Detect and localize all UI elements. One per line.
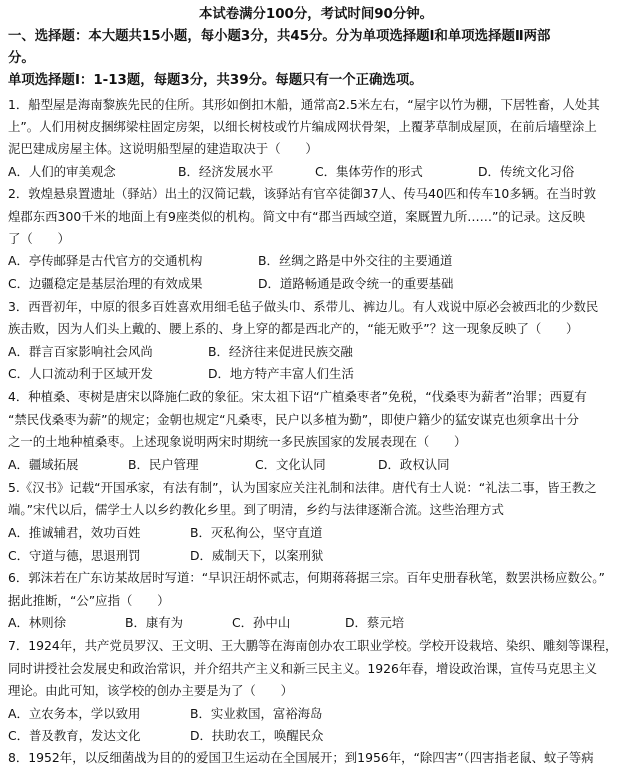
- question-7-stem-line-1: 7．1924年，共产党员罗汉、王文明、王大鹏等在海南创办农工职业学校。学校开设栽培、染织、雕刻等课程，: [8, 638, 618, 653]
- question-1-stem-line-1: 1．船型屋是海南黎族先民的住所。其形如倒扣木船，通常高2.5米左右，“屋宇以竹为棚，下居牲畜，人处其: [8, 97, 600, 112]
- subsection-heading: 单项选择题Ⅰ：1-13题，每题3分，共39分。每题只有一个正确选项。: [8, 73, 423, 88]
- question-2-stem-line-3: 了（ ）: [8, 231, 70, 246]
- exam-instructions-title: 本试卷满分100分，考试时间90分钟。: [198, 7, 434, 22]
- question-2-stem-line-1: 2．敦煌悬泉置遗址（驿站）出土的汉简记载，该驿站有官卒徒御37人、传马40匹和传车10多辆。在当时敦: [8, 186, 596, 201]
- question-1-option-b: B．经济发展水平: [178, 164, 274, 179]
- question-1-stem-line-3: 泥巴建成房屋主体。这说明船型屋的建造取决于（ ）: [8, 141, 318, 156]
- question-2-option-d: D．道路畅通是政令统一的重要基础: [258, 276, 454, 291]
- question-1-option-a: A．人们的审美观念: [8, 164, 116, 179]
- question-4-option-c: C．文化认同: [255, 457, 326, 472]
- question-6-option-a: A．林则徐: [8, 615, 67, 630]
- question-4-option-d: D．政权认同: [378, 457, 450, 472]
- question-7-option-d: D．扶助农工，唤醒民众: [190, 728, 324, 743]
- question-3-option-b: B．经济往来促进民族交融: [208, 344, 353, 359]
- question-6-option-b: B．康有为: [125, 615, 184, 630]
- question-5-stem-line-2: 端。”宋代以后，儒学士人以乡约教化乡里。到了明清，乡约与法律逐渐合流。这些治理方式: [8, 502, 504, 517]
- question-4-stem-line-2: “禁民伐桑枣为薪”的规定；金朝也规定“凡桑枣，民户以多植为勤”，即使户籍少的猛安谋克也须拿出十分: [8, 412, 579, 427]
- question-1-option-d: D．传统文化习俗: [478, 164, 575, 179]
- question-5-option-b: B．灭私徇公，坚守直道: [190, 525, 323, 540]
- question-6-option-c: C．孙中山: [232, 615, 291, 630]
- question-7-option-a: A．立农务本，学以致用: [8, 706, 141, 721]
- question-3-option-a: A．群言百家影响社会风尚: [8, 344, 153, 359]
- question-4-stem-line-3: 之一的土地种植桑枣。上述现象说明两宋时期统一多民族国家的发展表现在（ ）: [8, 434, 467, 449]
- question-5-option-a: A．推诚辅君，效功百姓: [8, 525, 141, 540]
- question-5-stem-line-1: 5.《汉书》记载“开国承家，有法有制”，认为国家应关注礼制和法律。唐代有士人说：“礼法二事，皆王教之: [8, 480, 597, 495]
- question-2-option-b: B．丝绸之路是中外交往的主要通道: [258, 253, 453, 268]
- question-7-stem-line-3: 理论。由此可知，该学校的创办主要是为了（ ）: [8, 683, 293, 698]
- question-3-option-c: C．人口流动利于区域开发: [8, 366, 153, 381]
- question-7-option-c: C．普及教育，发达文化: [8, 728, 141, 743]
- question-7-option-b: B．实业救国，富裕海岛: [190, 706, 323, 721]
- section-heading: 一、选择题：本大题共15小题，每小题3分，共45分。分为单项选择题Ⅰ和单项选择题Ⅱ两部: [8, 29, 551, 44]
- question-2-option-c: C．边疆稳定是基层治理的有效成果: [8, 276, 203, 291]
- question-4-option-b: B．民户管理: [128, 457, 199, 472]
- question-2-option-a: A．亭传邮驿是古代官方的交通机构: [8, 253, 203, 268]
- question-5-option-d: D．威制天下，以案刑狱: [190, 548, 324, 563]
- question-1-option-c: C．集体劳作的形式: [315, 164, 423, 179]
- question-6-option-d: D．蔡元培: [345, 615, 405, 630]
- question-8-stem-line-1: 8．1952年，以反细菌战为目的的爱国卫生运动在全国展开；到1956年，“除四害”（四害指老鼠、蚊子等病: [8, 750, 594, 765]
- question-1-stem-line-2: 上”。人们用树皮捆绑梁柱固定房架，以细长树枝或竹片编成网状骨架，上覆茅草制成屋顶，在前后墙壁涂上: [8, 119, 597, 134]
- question-4-option-a: A．疆域拓展: [8, 457, 79, 472]
- section-heading-continued: 分。: [8, 51, 35, 66]
- question-4-stem-line-1: 4．种植桑、枣树是唐宋以降施仁政的象征。宋太祖下诏“广植桑枣者”免税，“伐桑枣为薪者”治罪；西夏有: [8, 389, 587, 404]
- question-5-option-c: C．守道与德，思退刑罚: [8, 548, 141, 563]
- question-6-stem-line-1: 6．郭沫若在广东访某故居时写道：“早识汪胡怀贰志，何期蒋蒋据三宗。百年史册春秋笔，数罢洪杨应数公。”: [8, 570, 605, 585]
- question-3-stem-line-1: 3．西晋初年，中原的很多百姓喜欢用细毛毡子做头巾、系带儿、裤边儿。有人戏说中原必会被西北的少数民: [8, 299, 599, 314]
- question-3-option-d: D．地方特产丰富人们生活: [208, 366, 354, 381]
- question-2-stem-line-2: 煌郡东西300千米的地面上有9座类似的机构。简文中有“郡当西域空道，案厩置九所……”的记录。这反映: [8, 209, 586, 224]
- question-3-stem-line-2: 族击败，因为人们头上戴的、腰上系的、身上穿的都是西北产的，“能无败乎”？这一现象反映了（ ）: [8, 321, 579, 336]
- question-7-stem-line-2: 同时讲授社会发展史和政治常识，并介绍共产主义和新三民主义。1926年春，增设政治课，宣传马克思主义: [8, 661, 598, 676]
- question-6-stem-line-2: 据此推断，“公”应指（ ）: [8, 593, 170, 608]
